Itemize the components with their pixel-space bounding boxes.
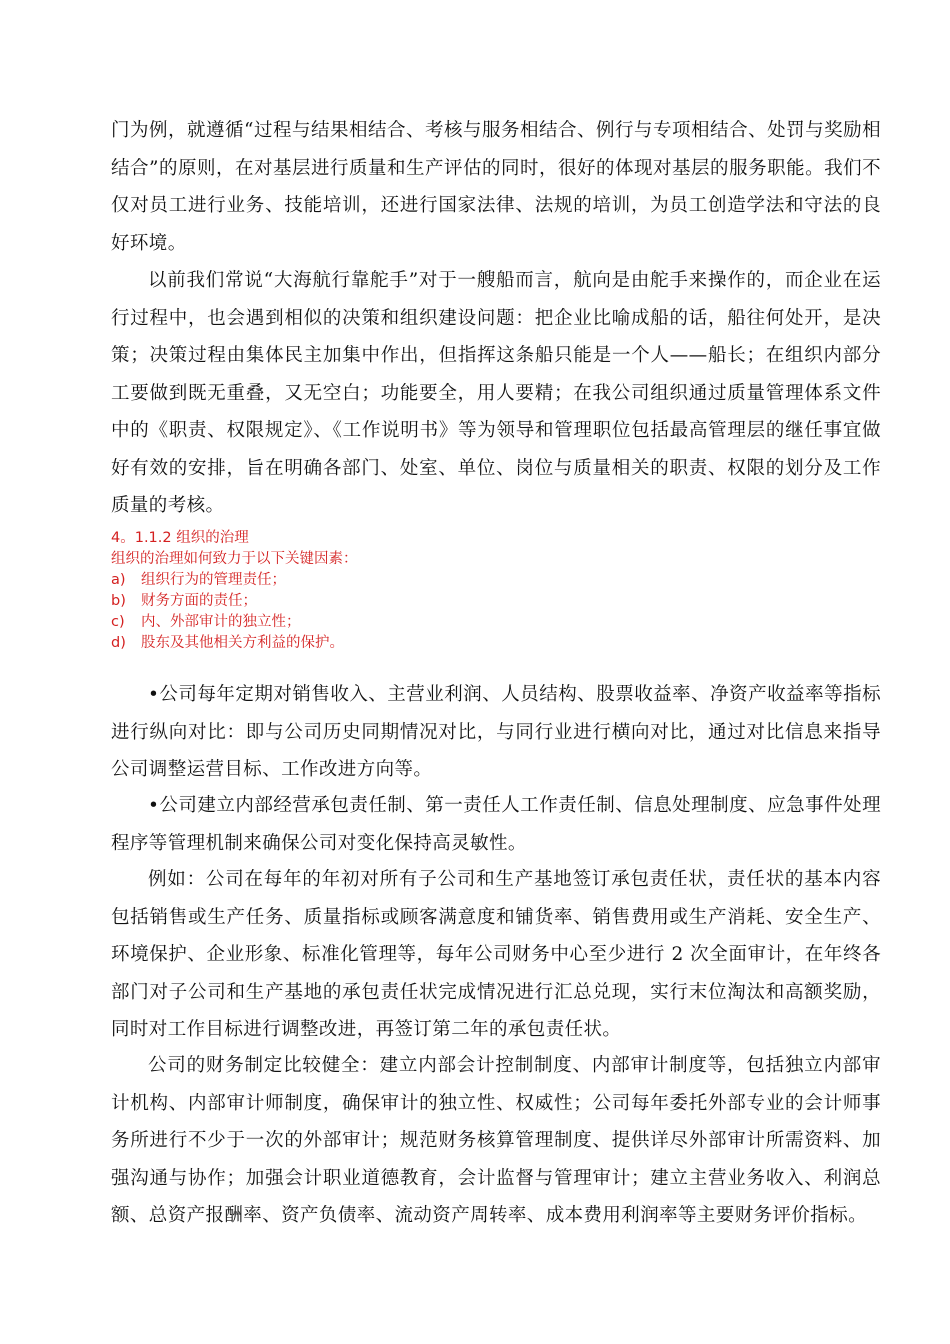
list-item xyxy=(111,612,881,633)
list-item xyxy=(111,633,881,654)
paragraph-comparison: •公司每年定期对销售收入、主营业利润、人员结构、股票收益率、净资产收益率等指标进行纵向对比：即与公司历史同期情况对比，与同行业进行横向对比，通过对比信息来指导公司调整运营目标、工作改进方向等。 xyxy=(111,684,881,780)
list-item-text: 组织行为的管理责任； xyxy=(141,572,286,588)
list-item-label: a) xyxy=(111,572,126,588)
paragraph-example: 例如：公司在每年的年初对所有子公司和生产基地签订承包责任状，责任状的基本内容包括销售或生产任务、质量指标或顾客满意度和铺货率、销售费用或生产消耗、安全生产、环境保护、企业形象、标准化管理等，每年公司财务中心至少进行 2 次全面审计，在年终各部门对子公司和生产基地的承包责任状完成情况进行汇总兑现，实行末位淘汰和高额奖励，同时对工作目标进行调整改进，再签订第二年的承包责任状。 xyxy=(111,869,881,1040)
section-question: 组织的治理如何致力于以下关键因素： xyxy=(111,551,358,567)
list-item-text: 财务方面的责任； xyxy=(141,593,257,609)
list-item xyxy=(111,570,881,591)
governance-section xyxy=(111,528,881,654)
list-item-text: 股东及其他相关方利益的保护。 xyxy=(141,635,344,651)
paragraph-helmsman: 以前我们常说“大海航行靠舵手”对于一艘船而言，航向是由舵手来操作的，而企业在运行过程中，也会遇到相似的决策和组织建设问题：把企业比喻成船的话，船往何处开，是决策；决策过程由集体民主加集中作出，但指挥这条船只能是一个人——船长；在组织内部分工要做到既无重叠，又无空白；功能要全，用人要精；在我公司组织通过质量管理体系文件中的《职责、权限规定》、《工作说明书》等为领导和管理职位包括最高管理层的继任事宜做好有效的安排，旨在明确各部门、处室、单位、岗位与质量相关的职责、权限的划分及工作质量的考核。 xyxy=(111,270,881,516)
list-item-label: d) xyxy=(111,635,126,651)
list-item xyxy=(111,591,881,612)
list-item-label: c) xyxy=(111,614,125,630)
paragraph-service-principle: 门为例，就遵循“过程与结果相结合、考核与服务相结合、例行与专项相结合、处罚与奖励相结合”的原则，在对基层进行质量和生产评估的同时，很好的体现对基层的服务职能。我们不仅对员工进行业务、技能培训，还进行国家法律、法规的培训，为员工创造学法和守法的良好环境。 xyxy=(111,120,881,254)
paragraph-responsibility: •公司建立内部经营承包责任制、第一责任人工作责任制、信息处理制度、应急事件处理程序等管理机制来确保公司对变化保持高灵敏性。 xyxy=(111,795,881,854)
paragraph-finance: 公司的财务制定比较健全：建立内部会计控制制度、内部审计制度等，包括独立内部审计机构、内部审计师制度，确保审计的独立性、权威性；公司每年委托外部专业的会计师事务所进行不少于一次的外部审计；规范财务核算管理制度、提供详尽外部审计所需资料、加强沟通与协作；加强会计职业道德教育，会计监督与管理审计；建立主营业务收入、利润总额、总资产报酬率、资产负债率、流动资产周转率、成本费用利润率等主要财务评价指标。 xyxy=(111,1055,881,1226)
list-item-label: b) xyxy=(111,593,126,609)
section-heading: 4。1.1.2 组织的治理 xyxy=(111,530,249,546)
list-item-text: 内、外部审计的独立性； xyxy=(141,614,301,630)
